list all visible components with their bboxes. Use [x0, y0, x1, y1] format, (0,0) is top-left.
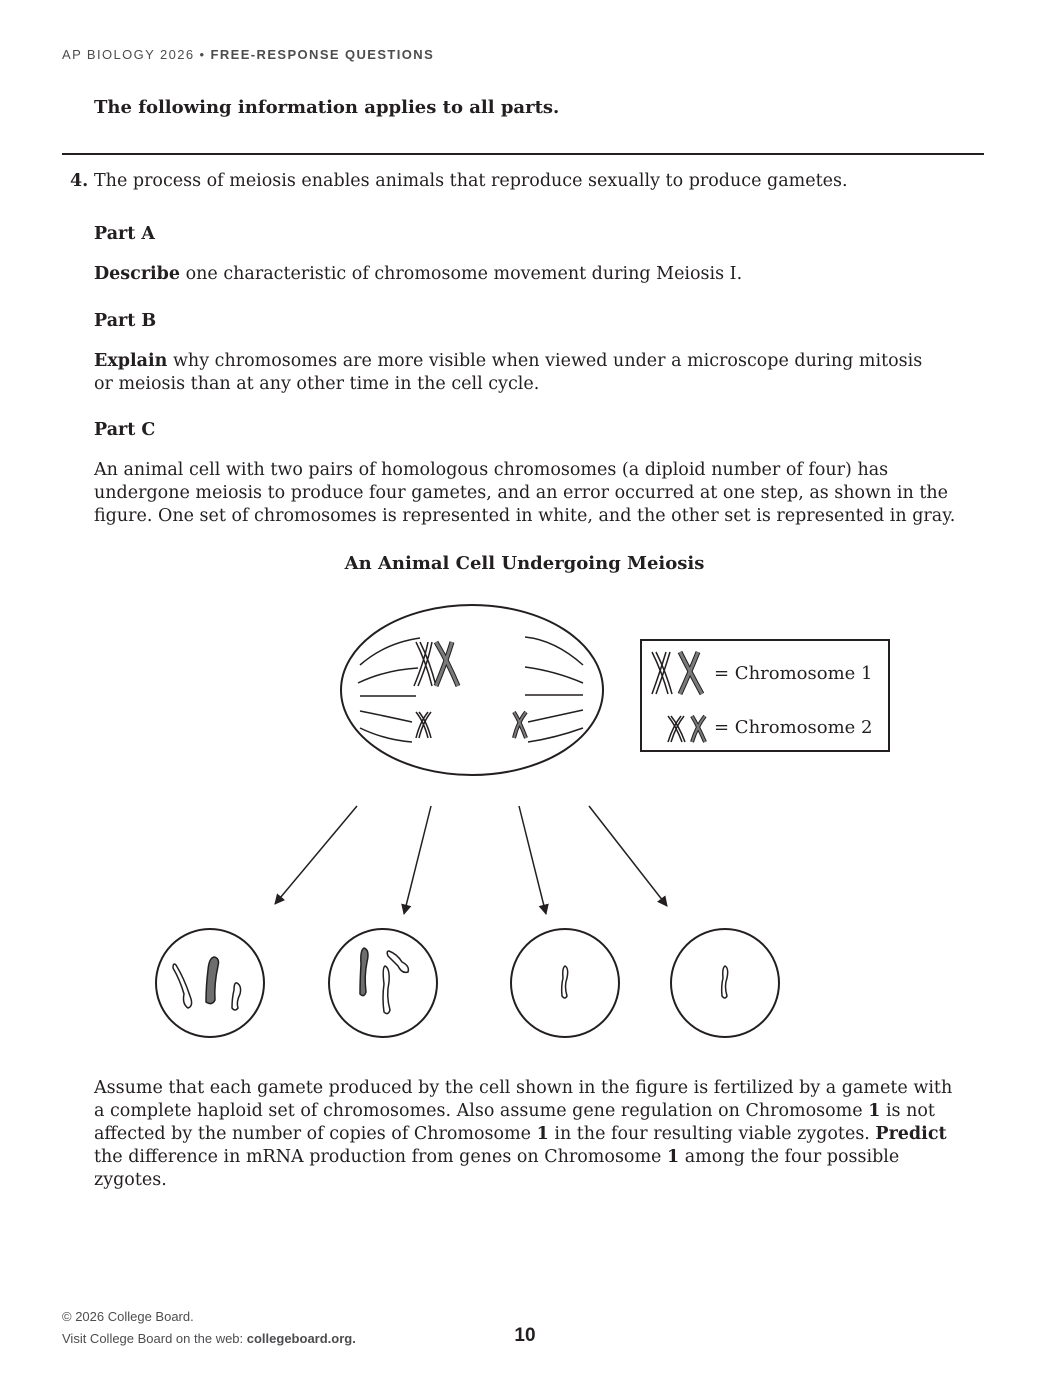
meiosis-figure — [0, 600, 1049, 1040]
part-c-prompt-l1: Assume that each gamete produced by the cell shown in the figure is fertilized by a gamete with — [94, 1078, 953, 1098]
part-a-task-verb: Describe — [94, 264, 181, 284]
part-c-task-verb: Predict — [875, 1124, 947, 1144]
spindle-fibers — [358, 637, 583, 742]
legend-chromosome-2-label: = Chromosome 2 — [714, 717, 873, 738]
arrow-to-gamete-1 — [275, 806, 357, 904]
part-c-prompt-l5: zygotes. — [94, 1170, 167, 1190]
part-c-prompt — [94, 1077, 984, 1192]
gamete-3 — [511, 929, 619, 1037]
page-number: 10 — [514, 1325, 536, 1346]
part-c-prompt-l4: the difference in mRNA production from genes on Chromosome — [94, 1147, 667, 1167]
part-c-heading: Part C — [94, 420, 156, 440]
footer-copyright: © 2026 College Board. — [62, 1309, 194, 1324]
part-c-prompt-l3-num: 1 — [536, 1124, 549, 1144]
part-b-task-verb: Explain — [94, 351, 168, 371]
question-number: 4. — [70, 171, 89, 191]
footer-site-link[interactable]: collegeboard.org. — [246, 1331, 356, 1346]
running-header — [62, 47, 434, 62]
arrow-to-gamete-2 — [404, 806, 431, 914]
part-c-line3: figure. One set of chromosomes is represented in white, and the other set is represented in gray. — [94, 506, 956, 526]
arrow-to-gamete-3 — [519, 806, 546, 914]
gamete-2 — [329, 929, 437, 1037]
part-b-text-line2: or meiosis than at any other time in the cell cycle. — [94, 374, 540, 394]
chromosome-2-right — [514, 712, 526, 738]
intro-statement: The following information applies to all parts. — [94, 97, 560, 118]
gamete-1 — [156, 929, 264, 1037]
part-c-prompt-l2-end: is not — [880, 1101, 935, 1121]
footer-visit-text: Visit College Board on the web: — [62, 1331, 247, 1346]
header-separator: • — [194, 47, 211, 62]
part-b-heading: Part B — [94, 311, 157, 331]
part-a-prompt — [94, 263, 974, 286]
parent-cell — [341, 605, 603, 775]
part-c-line1: An animal cell with two pairs of homologous chromosomes (a diploid number of four) has — [94, 460, 889, 480]
footer-visit — [62, 1331, 356, 1346]
part-c-line2: undergone meiosis to produce four gametes, and an error occurred at one step, as shown in the — [94, 483, 948, 503]
part-a-heading: Part A — [94, 224, 156, 244]
part-b-prompt — [94, 350, 974, 396]
part-c-prompt-l3: affected by the number of copies of Chromosome — [94, 1124, 537, 1144]
part-c-prompt-l2: a complete haploid set of chromosomes. Also assume gene regulation on Chromosome — [94, 1101, 869, 1121]
chromosome-1-pair-left — [414, 642, 436, 686]
part-a-text: one characteristic of chromosome movement during Meiosis I. — [180, 264, 743, 284]
part-c-prompt-l3-mid: in the four resulting viable zygotes. — [548, 1124, 876, 1144]
part-c-prompt-l2-num: 1 — [868, 1101, 881, 1121]
chromosome-1-pair-right — [436, 642, 458, 686]
part-b-text-line1: why chromosomes are more visible when viewed under a microscope during mitosis — [167, 351, 923, 371]
chromosome-2-left — [416, 712, 431, 738]
part-c-description — [94, 459, 984, 528]
divider-rule — [62, 153, 984, 155]
part-c-prompt-l4-end: among the four possible — [679, 1147, 900, 1167]
part-c-prompt-l4-num: 1 — [666, 1147, 680, 1167]
header-section: FREE-RESPONSE QUESTIONS — [210, 47, 435, 62]
legend-chromosome-1-label: = Chromosome 1 — [714, 663, 873, 684]
arrows — [275, 806, 667, 914]
figure-legend — [641, 640, 889, 751]
figure-title: An Animal Cell Undergoing Meiosis — [344, 553, 705, 574]
header-exam: AP BIOLOGY 2026 — [62, 47, 195, 62]
question-stem: The process of meiosis enables animals that reproduce sexually to produce gametes. — [94, 171, 848, 191]
gamete-4 — [671, 929, 779, 1037]
arrow-to-gamete-4 — [589, 806, 667, 906]
